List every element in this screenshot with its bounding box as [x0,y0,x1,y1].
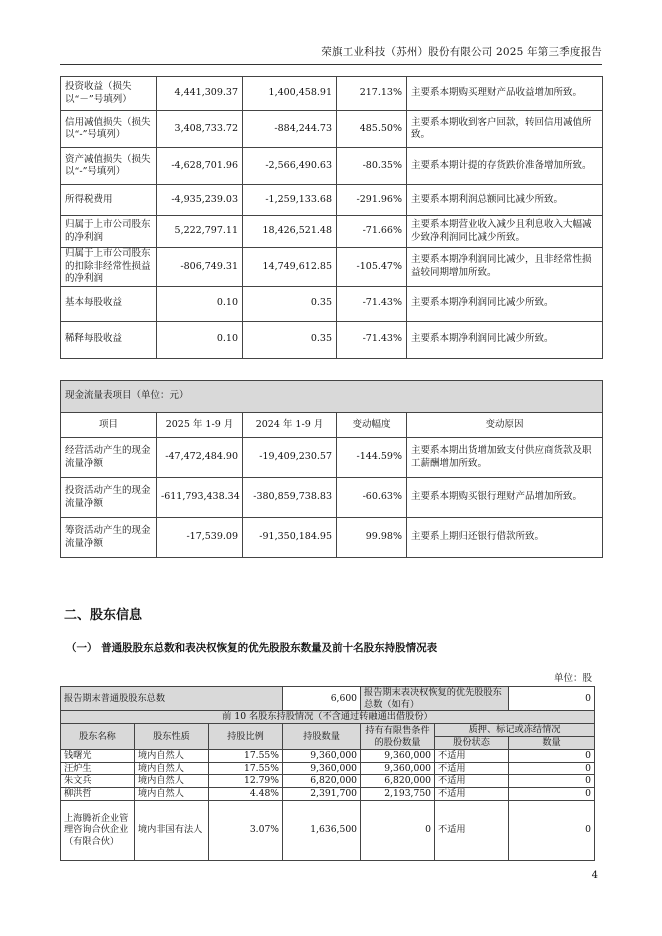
holder-name: 柳洪哲 [61,787,135,800]
change-pct: -80.35% [337,148,407,185]
cashflow-header: 2025 年 1-9 月 [157,413,243,438]
holding-pct: 12.79% [209,775,283,788]
prior-value: -884,244.73 [243,111,337,148]
cashflow-header: 变动幅度 [337,413,407,438]
item-name: 资产减值损失（损失以“-”号填列） [61,148,157,185]
pledge-status: 不适用 [435,800,509,860]
item-name: 归属于上市公司股东的净利润 [61,216,157,248]
holder-type: 境内自然人 [135,775,209,788]
restricted-qty: 9,360,000 [361,762,435,775]
holders-header: 股东性质 [135,724,209,750]
section-title: 二、股东信息 [64,608,143,623]
holder-name: 钱曙光 [61,750,135,763]
table-row [61,775,595,788]
subsection-title: （一） 普通股股东总数和表决权恢复的优先股股东数量及前十名股东持股情况表 [66,642,438,654]
current-value: 3,408,733.72 [157,111,243,148]
table-row [61,800,595,860]
restricted-qty: 0 [361,800,435,860]
income-statement-table [60,76,603,359]
holder-name: 朱文兵 [61,775,135,788]
total-holders-value: 6,600 [283,687,361,711]
change-reason: 主要系本期购买银行理财产品增加所致。 [407,478,603,518]
holders-subheader: 股份状态 [435,737,509,750]
table-row [61,478,603,518]
item-name: 稀释每股收益 [61,321,157,358]
holding-qty: 9,360,000 [283,750,361,763]
cashflow-title: 现金流量表项目（单位：元） [61,381,603,413]
table-row [61,787,595,800]
cashflow-table [60,380,603,558]
table-row [61,518,603,558]
holding-pct: 17.55% [209,750,283,763]
change-pct: -105.47% [337,248,407,287]
change-pct: -71.43% [337,286,407,321]
holders-subheader: 数量 [509,737,595,750]
prior-value: 0.35 [243,321,337,358]
cashflow-header: 2024 年 1-9 月 [243,413,337,438]
pledge-qty: 0 [509,762,595,775]
table-row [61,248,603,287]
table-row [61,77,603,111]
current-value: 0.10 [157,286,243,321]
prior-value: -380,859,738.83 [243,478,337,518]
holding-pct: 17.55% [209,762,283,775]
item-name: 信用减值损失（损失以“-”号填列） [61,111,157,148]
change-reason: 主要系本期净利润同比减少，且非经常性损益较同期增加所致。 [407,248,603,287]
unit-label: 单位：股 [553,673,592,684]
change-reason: 主要系本期营业收入减少且利息收入大幅减少致净利润同比减少所致。 [407,216,603,248]
holding-qty: 9,360,000 [283,762,361,775]
cashflow-header: 项目 [61,413,157,438]
change-reason: 主要系本期购买理财产品收益增加所致。 [407,77,603,111]
change-reason: 主要系本期出货增加致支付供应商货款及职工薪酬增加所致。 [407,438,603,478]
change-pct: -71.66% [337,216,407,248]
current-value: 4,441,309.37 [157,77,243,111]
table-row [61,438,603,478]
change-pct: -291.96% [337,185,407,216]
prior-value: 18,426,521.48 [243,216,337,248]
holders-header: 股东名称 [61,724,135,750]
pledge-status: 不适用 [435,750,509,763]
change-reason: 主要系本期利润总额同比减少所致。 [407,185,603,216]
item-name: 经营活动产生的现金流量净额 [61,438,157,478]
change-pct: -71.43% [337,321,407,358]
holding-qty: 6,820,000 [283,775,361,788]
holders-header: 持股比例 [209,724,283,750]
current-value: 0.10 [157,321,243,358]
prior-value: 1,400,458.91 [243,77,337,111]
top10-label: 前 10 名股东持股情况（不含通过转融通出借股份） [61,711,595,724]
current-value: 5,222,797.11 [157,216,243,248]
table-row [61,148,603,185]
restricted-qty: 6,820,000 [361,775,435,788]
pledge-qty: 0 [509,787,595,800]
change-pct: 217.13% [337,77,407,111]
pledge-qty: 0 [509,775,595,788]
prior-value: -19,409,230.57 [243,438,337,478]
total-holders-label: 报告期末普通股股东总数 [61,687,283,711]
holder-name: 汪炉生 [61,762,135,775]
pledge-status: 不适用 [435,762,509,775]
pledge-status: 不适用 [435,787,509,800]
prior-value: 0.35 [243,286,337,321]
report-header: 荣旗工业科技（苏州）股份有限公司 2025 年第三季度报告 [321,46,602,58]
holder-name: 上海腾祈企业管理咨询合伙企业（有限合伙） [61,800,135,860]
holding-pct: 3.07% [209,800,283,860]
change-pct: -144.59% [337,438,407,478]
holder-type: 境内自然人 [135,762,209,775]
item-name: 所得税费用 [61,185,157,216]
restricted-qty: 2,193,750 [361,787,435,800]
pledge-qty: 0 [509,750,595,763]
table-row [61,321,603,358]
holders-header: 质押、标记或冻结情况 [435,724,595,737]
pref-holders-value: 0 [509,687,595,711]
prior-value: -2,566,490.63 [243,148,337,185]
change-pct: 485.50% [337,111,407,148]
shareholders-table [60,686,595,861]
pref-holders-label: 报告期末表决权恢复的优先股股东总数（如有） [361,687,509,711]
item-name: 归属于上市公司股东的扣除非经常性损益的净利润 [61,248,157,287]
current-value: -611,793,438.34 [157,478,243,518]
prior-value: -1,259,133.68 [243,185,337,216]
prior-value: -91,350,184.95 [243,518,337,558]
item-name: 投资收益（损失以“－”号填列） [61,77,157,111]
current-value: -47,472,484.90 [157,438,243,478]
table-row [61,750,595,763]
change-reason: 主要系本期计提的存货跌价准备增加所致。 [407,148,603,185]
page-number: 4 [591,870,598,881]
holding-qty: 1,636,500 [283,800,361,860]
change-reason: 主要系上期归还银行借款所致。 [407,518,603,558]
cashflow-header: 变动原因 [407,413,603,438]
holder-type: 境内自然人 [135,787,209,800]
holding-qty: 2,391,700 [283,787,361,800]
table-row [61,111,603,148]
change-reason: 主要系本期净利润同比减少所致。 [407,321,603,358]
item-name: 筹资活动产生的现金流量净额 [61,518,157,558]
holders-header: 持股数量 [283,724,361,750]
table-row [61,216,603,248]
current-value: -4,628,701.96 [157,148,243,185]
current-value: -17,539.09 [157,518,243,558]
holder-type: 境内非国有法人 [135,800,209,860]
change-pct: -60.63% [337,478,407,518]
item-name: 投资活动产生的现金流量净额 [61,478,157,518]
change-reason: 主要系本期净利润同比减少所致。 [407,286,603,321]
holder-type: 境内自然人 [135,750,209,763]
pledge-qty: 0 [509,800,595,860]
holding-pct: 4.48% [209,787,283,800]
table-row [61,762,595,775]
table-row [61,185,603,216]
restricted-qty: 9,360,000 [361,750,435,763]
item-name: 基本每股收益 [61,286,157,321]
current-value: -806,749.31 [157,248,243,287]
current-value: -4,935,239.03 [157,185,243,216]
prior-value: 14,749,612.85 [243,248,337,287]
holders-header: 持有有限售条件的股份数量 [361,724,435,750]
change-pct: 99.98% [337,518,407,558]
table-row [61,286,603,321]
change-reason: 主要系本期收到客户回款，转回信用减值所致。 [407,111,603,148]
pledge-status: 不适用 [435,775,509,788]
header-divider [60,64,602,65]
